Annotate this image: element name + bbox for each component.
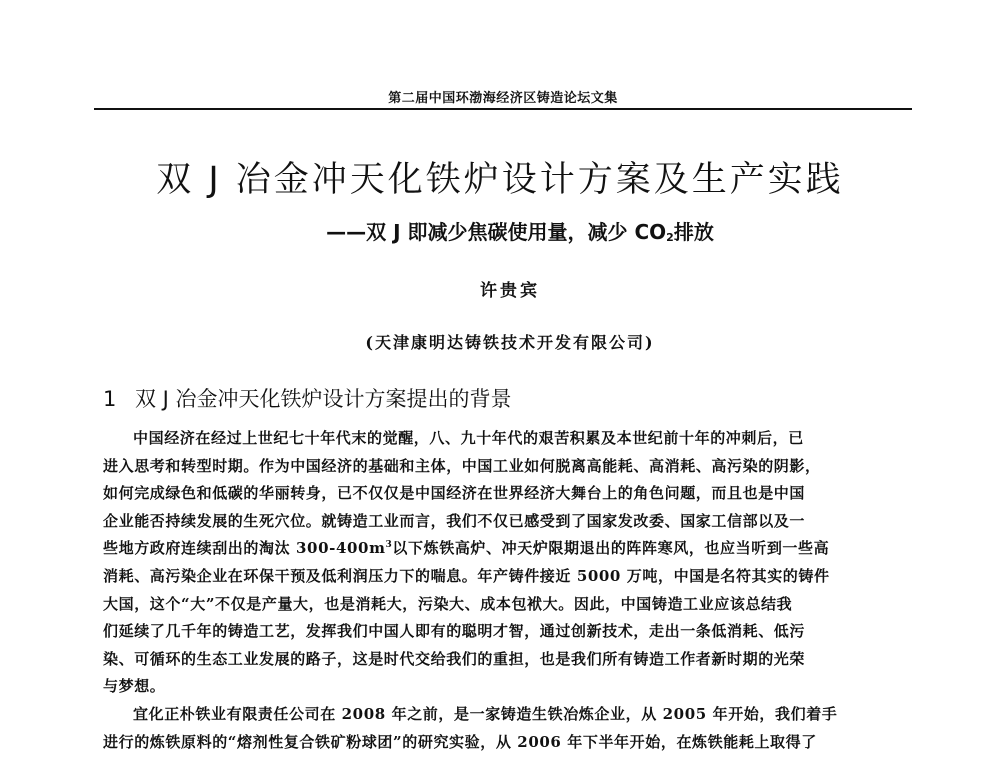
body-text [103, 425, 908, 756]
section-title: 双 J 冶金冲天化铁炉设计方案提出的背景 [135, 387, 512, 411]
paragraph-1-line-2: 进入思考和转型时期。作为中国经济的基础和主体，中国工业如何脱离高能耗、高消耗、高污染的阴影， [103, 456, 821, 475]
subtitle-suffix: 排放 [673, 220, 714, 244]
paragraph-1-line-3: 如何完成绿色和低碳的华丽转身，已不仅仅是中国经济在世界经济大舞台上的角色问题，而且也是中国 [103, 484, 806, 503]
section-heading [103, 383, 512, 413]
paragraph-1-line-10: 与梦想。 [103, 677, 166, 696]
author-affiliation: (天津康明达铸铁技术开发有限公司) [365, 333, 655, 352]
paragraph-1-line-9: 染、可循环的生态工业发展的路子，这是时代交给我们的重担，也是我们所有铸造工作者新时期的光荣 [103, 649, 806, 668]
paragraph-1-line-7: 大国，这个“大”不仅是产量大，也是消耗大，污染大、成本包袱大。因此，中国铸造工业应该总结我 [103, 594, 793, 613]
paragraph-1-line-4: 企业能否持续发展的生死穴位。就铸造工业而言，我们不仅已感受到了国家发改委、国家工信部以及一 [103, 511, 806, 530]
author-name: 许贵宾 [480, 281, 540, 301]
paper-subtitle [0, 216, 1000, 245]
line-5-superscript: 3 [385, 540, 393, 551]
line-5-text-pre: 些地方政府连续刮出的淘汰 300-400m [103, 539, 386, 558]
paragraph-2-line-1: 宜化正朴铁业有限责任公司在 2008 年之前，是一家铸造生铁冶炼企业，从 2005 年开始，我们着手 [133, 704, 838, 723]
line-5-text-post: 以下炼铁高炉、冲天炉限期退出的阵阵寒风，也应当听到一些高 [392, 539, 830, 558]
subtitle-subscript: 2 [666, 231, 674, 244]
paragraph-1-line-5 [103, 535, 908, 563]
paper-title: 双 J 冶金冲天化铁炉设计方案及生产实践 [156, 160, 844, 200]
paragraph-1-line-1: 中国经济在经过上世纪七十年代末的觉醒，八、九十年代的艰苦积累及本世纪前十年的冲刺后，已 [133, 429, 804, 447]
section-number: 1 [103, 387, 117, 411]
header-rule [94, 108, 912, 110]
running-header: 第二届中国环渤海经济区铸造论坛文集 [388, 91, 618, 106]
subtitle-prefix: ——双 J 即减少焦碳使用量，减少 CO [326, 220, 667, 244]
paragraph-1-line-6: 消耗、高污染企业在环保干预及低利润压力下的喘息。年产铸件接近 5000 万吨，中国是名符其实的铸件 [103, 566, 830, 585]
paragraph-2-line-2: 进行的炼铁原料的“熔剂性复合铁矿粉球团”的研究实验，从 2006 年下半年开始，在炼铁能耗上取得了 [103, 732, 817, 751]
paragraph-1-line-8: 们延续了几千年的铸造工艺，发挥我们中国人即有的聪明才智，通过创新技术，走出一条低消耗、低污 [103, 622, 806, 641]
